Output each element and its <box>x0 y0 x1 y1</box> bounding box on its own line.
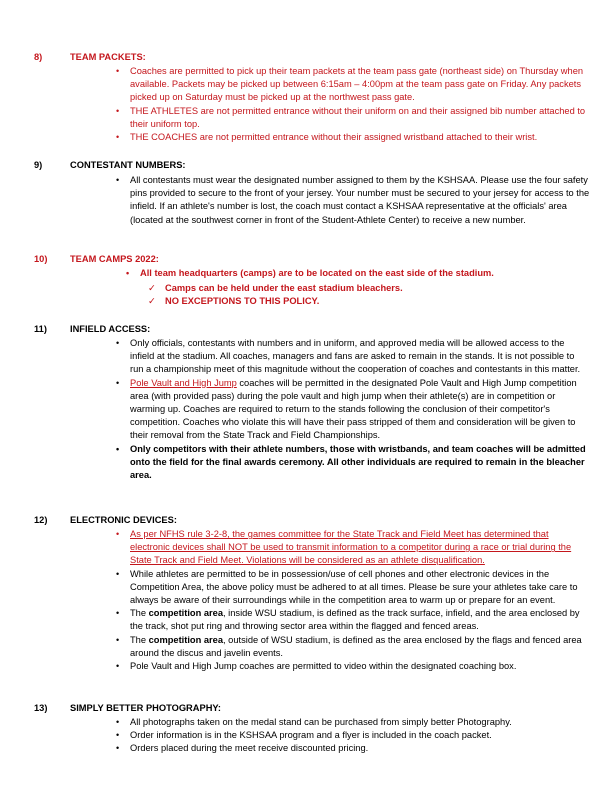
bullet-list <box>0 337 590 482</box>
bullet-list <box>0 528 590 673</box>
section-number: 10) <box>34 254 48 264</box>
bullet-list <box>0 716 590 756</box>
list-item: • THE ATHLETES are not permitted entrance without their uniform on and their assigned bib number attached to their uniform top. <box>116 105 586 129</box>
bullet-icon: • <box>116 634 120 645</box>
section-number: 9) <box>34 160 43 170</box>
bullet-icon: • <box>116 443 120 454</box>
list-item: • All photographs taken on the medal stand can be purchased from simply better Photography. <box>0 716 590 729</box>
section-title: ELECTRONIC DEVICES: <box>70 515 177 525</box>
bullet-icon: • <box>116 661 120 672</box>
check-icon: ✓ <box>148 296 156 307</box>
bullet-icon: • <box>116 568 120 579</box>
list-item: • Coaches are permitted to pick up their team packets at the team pass gate (northeast side) on Thursday when available. Packets may be picked up between 6:15am – 4:00pm at the team pass gate on Friday. Any packets picked up on Saturday must be picked up at the northwest pass gate. <box>116 66 584 103</box>
list-item: • Pole Vault and High Jump coaches will be permitted in the designated Pole Vault and High Jump competition area (with provided pass) during the pole vault and high jump when their athlete(s) are in competition or warming up. Coaches are required to return to the stands following the conclusion of their competitor's competition. Coaches who violate this will have their pass stripped of them and consideration will be given to their removal from the State Track and Field Championships. <box>116 377 577 441</box>
bullet-icon: • <box>116 175 120 185</box>
check-icon: ✓ <box>148 283 156 293</box>
bullet-icon: • <box>116 338 120 348</box>
bullet-icon: • <box>116 529 120 539</box>
section-number: 13) <box>34 703 48 713</box>
list-item: • Order information is in the KSHSAA program and a flyer is included in the coach packet. <box>0 729 590 742</box>
bullet-icon: • <box>116 730 120 741</box>
check-item: ✓ Camps can be held under the east stadium bleachers. <box>0 282 585 295</box>
section-number: 11) <box>34 324 47 334</box>
bullet-icon: • <box>116 66 120 76</box>
list-item: • THE COACHES are not permitted entrance without their assigned wristband attached to their wrist. <box>0 131 590 144</box>
bullet-icon: • <box>116 105 120 116</box>
bullet-icon: • <box>116 608 120 619</box>
bullet-icon: • <box>116 743 120 754</box>
list-item: • While athletes are permitted to be in possession/use of cell phones and other electronic devices in the Competition Area, the above policy must be adhered to at all times. Please be sure your athletes take care to always be aware of their surroundings while in the competition area to warm up or prepare for an event. <box>116 568 578 606</box>
bullet-list <box>0 174 590 227</box>
check-item: ✓ NO EXCEPTIONS TO THIS POLICY. <box>0 295 585 308</box>
pole-vault-high-jump-link[interactable]: Pole Vault and High Jump <box>130 377 237 388</box>
list-item: • All contestants must wear the designated number assigned to them by the KSHSAA. Please use the four safety pins provided to secure to the front of your jersey. Your number must be secured to your jersey for access to the infield. If an athlete's number is lost, the coach must contact a KSHSAA representative at the officials' area (located at the southwest corner in front of the Student-Athlete Center) to receive a new number. <box>116 175 590 225</box>
bullet-icon: • <box>126 268 130 278</box>
bullet-list <box>0 65 590 144</box>
section-number: 12) <box>34 515 48 525</box>
bullet-icon: • <box>116 132 120 143</box>
section-title: SIMPLY BETTER PHOTOGRAPHY: <box>70 703 222 713</box>
list-item: • As per NFHS rule 3-2-8, the games committee for the State Track and Field Meet has determined that electronic devices shall NOT be used to transmit information to a competitor during a race or trial during the State Track and Field Meet. Violations will be considered as an athlete disqualification. <box>116 529 572 566</box>
list-item: • Orders placed during the meet receive discounted pricing. <box>0 742 590 755</box>
checklist <box>0 282 585 308</box>
section-number: 8) <box>34 52 43 62</box>
section-title: INFIELD ACCESS: <box>70 324 151 334</box>
section-title: TEAM CAMPS 2022: <box>70 254 159 264</box>
bullet-icon: • <box>116 717 120 727</box>
list-item: • The competition area, inside WSU stadium, is defined as the track surface, infield, and the area enclosed by the track, shot put ring and throwing sector area within the flagged and fenced areas. <box>116 608 580 632</box>
list-item: • The competition area, outside of WSU stadium, is defined as the area enclosed by the flags and fenced area around the discus and javelin events. <box>116 634 582 658</box>
list-item: • Only competitors with their athlete numbers, those with wristbands, and team coaches will be admitted onto the field for the final awards ceremony. All other individuals are required to remain in the bleacher area. <box>116 443 586 481</box>
bullet-list <box>0 267 590 280</box>
list-item: • Only officials, contestants with numbers and in uniform, and approved media will be allowed access to the infield at the stadium. All coaches, managers and fans are asked to remain in the stands. It is not possible to run a championship meet of this magnitude without the cooperation of coaches and contestants in this matter. <box>116 338 581 375</box>
section-title: TEAM PACKETS: <box>70 52 146 62</box>
list-item: • All team headquarters (camps) are to be located on the east side of the stadium. <box>0 267 590 280</box>
list-item: • Pole Vault and High Jump coaches are permitted to video within the designated coaching box. <box>0 660 590 673</box>
section-title: CONTESTANT NUMBERS: <box>70 160 186 170</box>
bullet-icon: • <box>116 377 120 388</box>
